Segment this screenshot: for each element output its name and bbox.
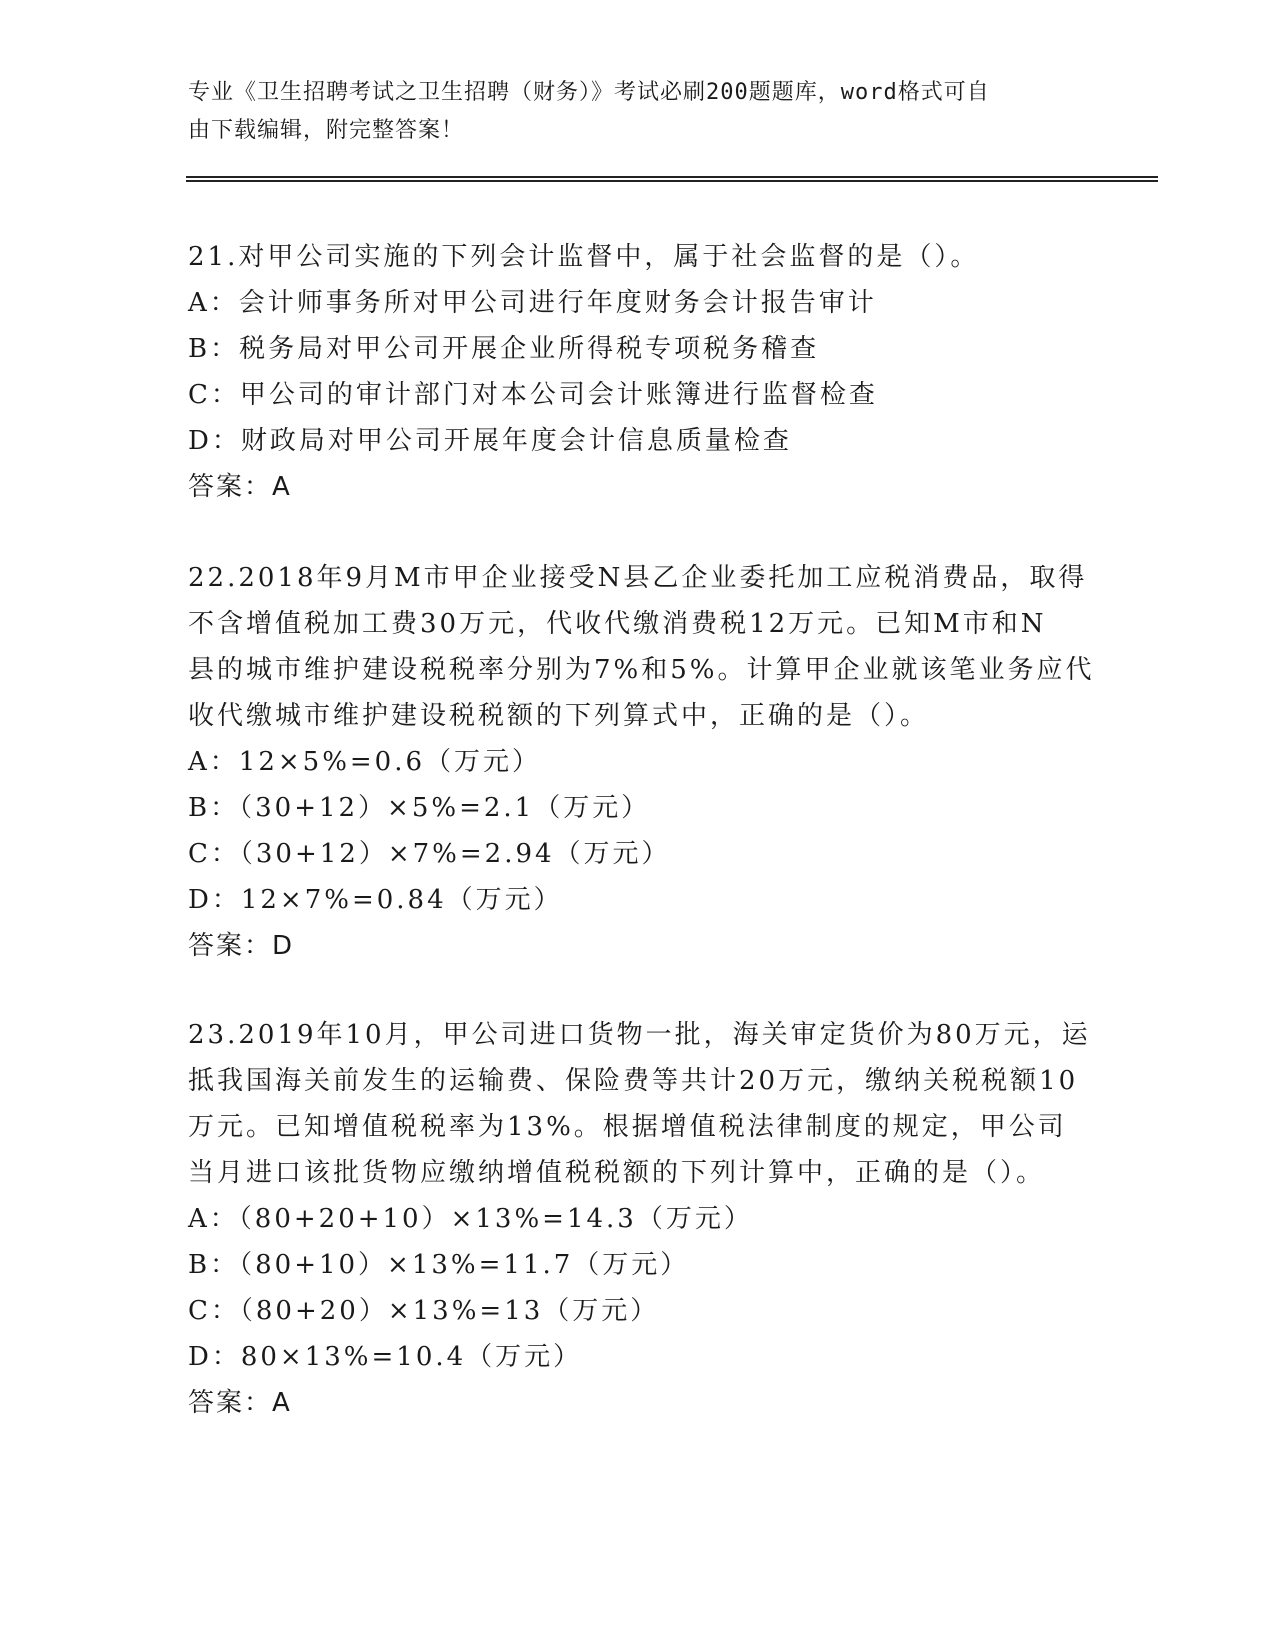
question-stem: 23.2019年10月，甲公司进口货物一批，海关审定货价为80万元，运 [188,1020,1091,1050]
document-header [188,74,1088,150]
header-line: 专业《卫生招聘考试之卫生招聘（财务）》考试必刷200题题库，word格式可自 [188,80,990,105]
answer: 答案：A [188,1388,292,1418]
question-stem: 22.2018年9月M市甲企业接受N县乙企业委托加工应税消费品，取得 [188,563,1088,593]
option-b: B：（80+10）×13%=11.7（万元） [188,1250,690,1280]
question-stem: 21.对甲公司实施的下列会计监督中，属于社会监督的是（）。 [188,242,980,272]
option-a: A：会计师事务所对甲公司进行年度财务会计报告审计 [188,288,877,318]
question-stem: 县的城市维护建设税税率分别为7%和5%。计算甲企业就该笔业务应代 [188,655,1095,685]
option-c: C：（80+20）×13%=13（万元） [188,1296,660,1326]
option-b: B：税务局对甲公司开展企业所得税专项税务稽查 [188,334,820,364]
answer: 答案：A [188,472,292,502]
question-stem: 不含增值税加工费30万元，代收代缴消费税12万元。已知M市和N [188,609,1047,639]
question-stem: 万元。已知增值税税率为13%。根据增值税法律制度的规定，甲公司 [188,1112,1067,1142]
question-stem: 当月进口该批货物应缴纳增值税税额的下列计算中，正确的是（）。 [188,1158,1046,1188]
question-23 [188,1012,1091,1426]
option-c: C：甲公司的审计部门对本公司会计账簿进行监督检查 [188,380,878,410]
option-d: D：80×13%=10.4（万元） [188,1342,583,1372]
question-stem: 收代缴城市维护建设税税额的下列算式中，正确的是（）。 [188,701,930,731]
option-d: D：财政局对甲公司开展年度会计信息质量检查 [188,426,792,456]
question-22 [188,555,1095,969]
answer: 答案：D [188,931,295,961]
option-a: A：（80+20+10）×13%=14.3（万元） [188,1204,753,1234]
option-a: A：12×5%=0.6（万元） [188,747,542,777]
header-line: 由下载编辑，附完整答案！ [188,118,465,143]
option-c: C：（30+12）×7%=2.94（万元） [188,839,671,869]
option-b: B：（30+12）×5%=2.1（万元） [188,793,651,823]
question-stem: 抵我国海关前发生的运输费、保险费等共计20万元，缴纳关税税额10 [188,1066,1079,1096]
header-divider [186,176,1158,182]
option-d: D：12×7%=0.84（万元） [188,885,563,915]
question-21 [188,234,1088,510]
